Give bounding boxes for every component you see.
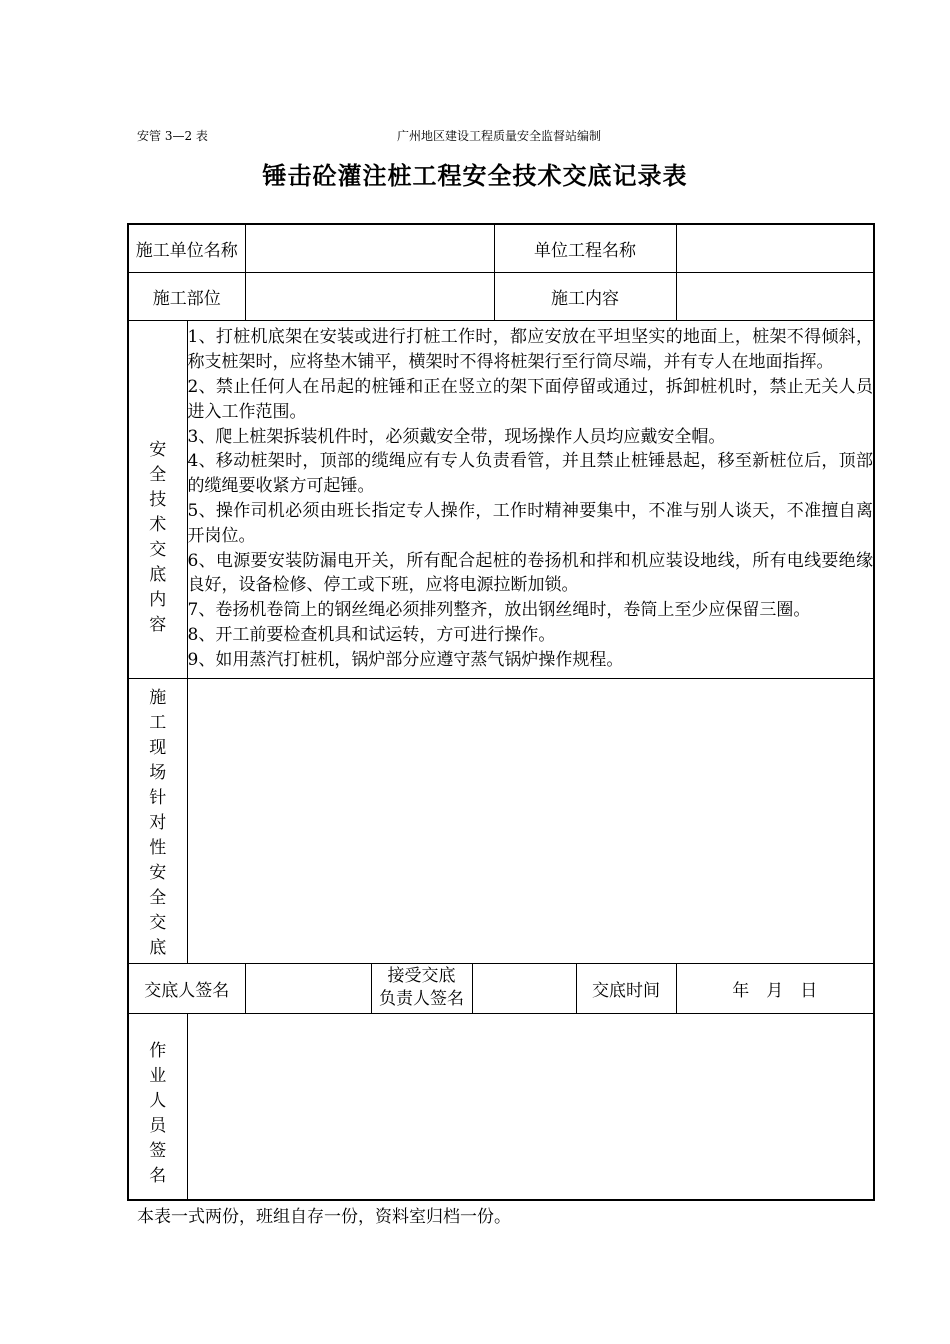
safety-label-char: 术	[149, 515, 167, 535]
safety-briefing-table	[127, 223, 875, 1201]
safety-item: 8、开工前要检查机具和试运转，方可进行操作。	[187, 624, 556, 645]
safety-label-char: 内	[149, 590, 167, 610]
safety-item: 5、操作司机必须由班长指定专人操作，工作时精神要集中，不准与别人谈天，不准擅自离开岗位。	[187, 501, 873, 546]
workers-label-char: 签	[149, 1141, 167, 1162]
safety-items	[187, 320, 874, 678]
footer-note: 本表一式两份，班组自存一份，资料室归档一份。	[137, 1207, 511, 1227]
giver-signature-field[interactable]	[245, 963, 371, 1013]
receiver-label-line2: 负责人签名	[379, 989, 464, 1009]
site-label-char: 现	[149, 737, 167, 758]
safety-item: 7、卷扬机卷筒上的钢丝绳必须排列整齐，放出钢丝绳时，卷筒上至少应保留三圈。	[187, 600, 811, 621]
safety-item: 1、打桩机底架在安装或进行打桩工作时，都应安放在平坦坚实的地面上，桩架不得倾斜，称支桩架时，应将垫木铺平，横架时不得将桩架行至行筒尽端，并有专人在地面指挥。	[187, 327, 873, 373]
construction-part-field[interactable]	[245, 272, 494, 320]
safety-item: 4、移动桩架时，顶部的缆绳应有专人负责看管，并且禁止桩锤悬起，移至新桩位后，顶部的缆绳要收紧方可起锤。	[187, 451, 873, 497]
workers-signature-field[interactable]	[187, 1013, 874, 1200]
briefing-date-field[interactable]: 年 月 日	[676, 963, 874, 1013]
safety-item: 6、电源要安装防漏电开关，所有配合起桩的卷扬机和拌和机应装设地线，所有电线要绝缘良好，设备检修、停工或下班，应将电源拉断加锁。	[187, 550, 873, 596]
workers-label-char: 作	[149, 1041, 167, 1062]
issuer-text: 广州地区建设工程质量安全监督站编制	[397, 129, 602, 143]
workers-label-char: 业	[149, 1066, 167, 1087]
site-label-char: 底	[149, 937, 167, 958]
site-label-char: 交	[149, 912, 167, 933]
safety-label-char: 容	[149, 615, 167, 635]
construction-part-label: 施工部位	[128, 272, 245, 320]
receiver-signature-label	[371, 963, 472, 1013]
workers-label-char: 人	[149, 1091, 167, 1112]
safety-content-label	[128, 320, 187, 678]
site-specific-label	[128, 678, 187, 963]
safety-label-char: 全	[149, 465, 167, 485]
site-label-char: 性	[149, 837, 167, 858]
safety-item: 9、如用蒸汽打桩机，锅炉部分应遵守蒸气锅炉操作规程。	[187, 649, 624, 670]
giver-signature-label: 交底人签名	[128, 963, 245, 1013]
site-label-char: 施	[149, 687, 167, 708]
safety-label-char: 交	[149, 540, 167, 560]
construction-unit-field[interactable]	[245, 224, 494, 272]
workers-label-char: 名	[149, 1166, 167, 1187]
site-label-char: 对	[149, 812, 167, 833]
site-label-char: 针	[149, 787, 167, 808]
project-name-field[interactable]	[676, 224, 874, 272]
site-specific-field[interactable]	[187, 678, 874, 963]
receiver-label-line1: 接受交底	[387, 966, 456, 986]
safety-label-char: 技	[149, 490, 167, 510]
safety-item: 3、爬上桩架拆装机件时，必须戴安全带，现场操作人员均应戴安全帽。	[187, 426, 726, 447]
site-label-char: 场	[149, 762, 167, 783]
receiver-signature-field[interactable]	[472, 963, 576, 1013]
construction-unit-label: 施工单位名称	[128, 224, 245, 272]
safety-label-char: 安	[149, 440, 167, 460]
workers-label-char: 员	[149, 1116, 167, 1137]
site-label-char: 工	[149, 712, 167, 733]
page-title: 锤击砼灌注桩工程安全技术交底记录表	[262, 161, 688, 190]
construction-content-field[interactable]	[676, 272, 874, 320]
safety-item: 2、禁止任何人在吊起的桩锤和正在竖立的架下面停留或通过，拆卸桩机时，禁止无关人员进入工作范围。	[187, 377, 873, 422]
workers-signature-label	[128, 1013, 187, 1200]
construction-content-label: 施工内容	[494, 272, 676, 320]
briefing-time-label: 交底时间	[576, 963, 676, 1013]
site-label-char: 安	[149, 862, 167, 883]
form-code: 安管 3—2 表	[137, 129, 208, 143]
safety-label-char: 底	[149, 565, 167, 585]
site-label-char: 全	[149, 887, 167, 908]
project-name-label: 单位工程名称	[494, 224, 676, 272]
